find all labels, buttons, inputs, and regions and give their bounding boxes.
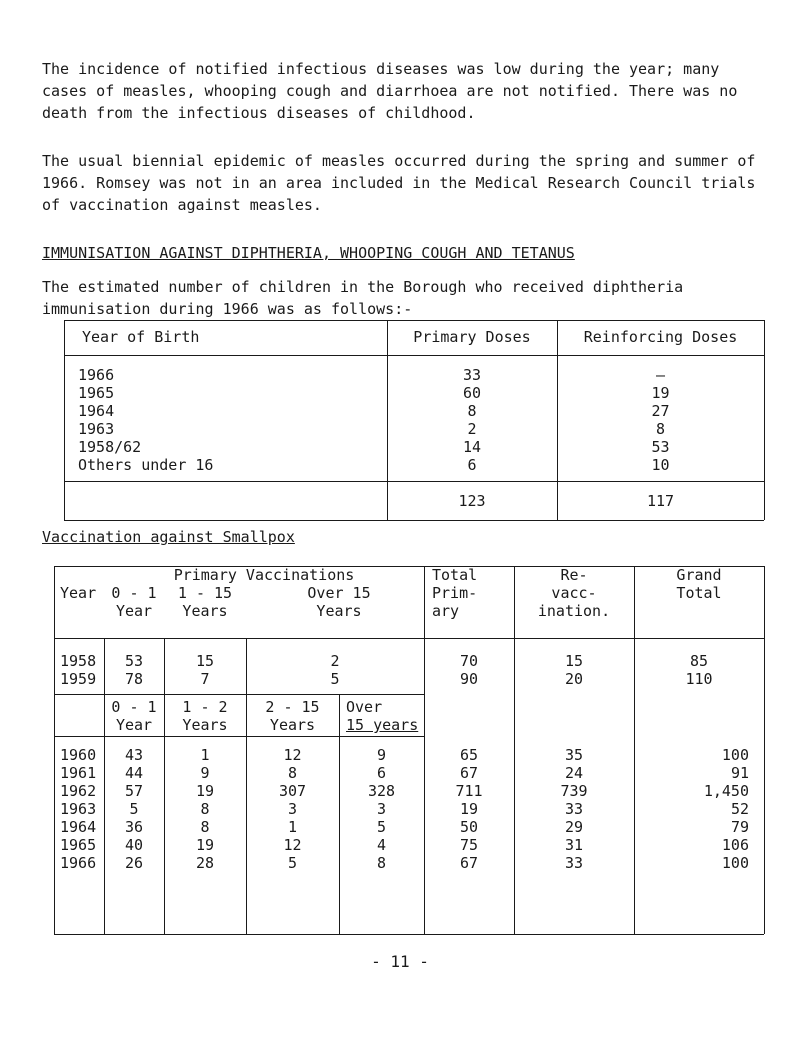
table-cell: 19 xyxy=(459,800,479,818)
table-cell: 19 xyxy=(195,836,215,854)
table-row: 1965 xyxy=(78,384,115,402)
header-1-15-unit: Years xyxy=(182,602,228,620)
table-cell: 5 xyxy=(376,818,387,836)
subheader-2-15: 2 - 15 xyxy=(265,698,320,716)
section-heading-immunisation: IMMUNISATION AGAINST DIPHTHERIA, WHOOPING COUGH AND TETANUS xyxy=(42,244,575,262)
intro-paragraph-1: The incidence of notified infectious diseases was low during the year; many cases of measles, whooping cough and diarrhoea are not notified. There was no death from the infectious diseases of childhood. xyxy=(42,60,747,122)
table-row: 1964 xyxy=(60,818,97,836)
table-row: 1966 xyxy=(78,366,115,384)
table-row: 1963 xyxy=(60,800,97,818)
table-cell: 9 xyxy=(376,746,387,764)
header-reinforcing-doses: Reinforcing Doses xyxy=(583,328,738,346)
header-0-1-unit: Year xyxy=(115,602,153,620)
table-cell: 5 xyxy=(287,854,298,872)
table-cell: 33 xyxy=(564,854,584,872)
table-cell: 1,450 xyxy=(703,782,749,800)
table-cell: 33 xyxy=(462,366,482,384)
header-grand-total-2: Total xyxy=(676,584,722,602)
table-cell: 29 xyxy=(564,818,584,836)
table-cell: 67 xyxy=(459,854,479,872)
table-cell: 3 xyxy=(376,800,387,818)
table-cell: 12 xyxy=(283,746,302,764)
table-cell: 26 xyxy=(124,854,144,872)
table-cell: 100 xyxy=(721,746,749,764)
header-0-1: 0 - 1 xyxy=(111,584,157,602)
table-cell: 1 xyxy=(200,746,210,764)
table-cell: 10 xyxy=(651,456,670,474)
header-1-15: 1 - 15 xyxy=(177,584,233,602)
table-cell: 40 xyxy=(124,836,144,854)
table-row: 1958/62 xyxy=(78,438,142,456)
table-row: 1964 xyxy=(78,402,115,420)
subheader-1-2: 1 - 2 xyxy=(182,698,228,716)
table-cell: 100 xyxy=(721,854,749,872)
table-cell: 31 xyxy=(564,836,584,854)
subheader-0-1-unit: Year xyxy=(115,716,153,734)
table-cell: 2 xyxy=(467,420,477,438)
table-cell: 67 xyxy=(459,764,479,782)
table-cell: 35 xyxy=(564,746,584,764)
table-cell: 75 xyxy=(459,836,479,854)
table-cell: 307 xyxy=(278,782,307,800)
table-cell: 90 xyxy=(459,670,479,688)
table-cell: 19 xyxy=(195,782,215,800)
header-revacc: Re- xyxy=(560,566,588,584)
total-reinforcing-doses: 117 xyxy=(646,492,675,510)
table-cell: 8 xyxy=(467,402,477,420)
table-cell: 53 xyxy=(124,652,144,670)
table-cell: 65 xyxy=(459,746,479,764)
table-row: Others under 16 xyxy=(78,456,214,474)
header-year: Year xyxy=(60,584,97,602)
table-cell: 5 xyxy=(330,670,340,688)
table-cell: 85 xyxy=(689,652,709,670)
table-row: 1963 xyxy=(78,420,115,438)
table-cell: 28 xyxy=(195,854,215,872)
table-cell: 12 xyxy=(283,836,302,854)
total-primary-doses: 123 xyxy=(458,492,486,510)
table-cell: 3 xyxy=(287,800,298,818)
header-grand-total: Grand xyxy=(676,566,722,584)
subheader-over: Over xyxy=(346,698,383,716)
table-cell: — xyxy=(655,366,666,384)
table-cell: 20 xyxy=(564,670,584,688)
table-cell: 8 xyxy=(200,818,210,836)
table-row: 1966 xyxy=(60,854,97,872)
table-cell: 8 xyxy=(376,854,387,872)
table-cell: 9 xyxy=(200,764,210,782)
table-cell: 6 xyxy=(376,764,387,782)
header-primary-doses: Primary Doses xyxy=(413,328,531,346)
header-over-15-unit: Years xyxy=(316,602,362,620)
table-cell: 27 xyxy=(651,402,670,420)
table-cell: 1 xyxy=(287,818,298,836)
table-cell: 6 xyxy=(467,456,477,474)
table-cell: 36 xyxy=(124,818,144,836)
table-row: 1959 xyxy=(60,670,97,688)
table-cell: 79 xyxy=(730,818,749,836)
table-cell: 7 xyxy=(200,670,210,688)
table-cell: 60 xyxy=(462,384,482,402)
subheader-1-2-unit: Years xyxy=(182,716,228,734)
table-cell: 53 xyxy=(651,438,670,456)
table-cell: 78 xyxy=(124,670,144,688)
table-cell: 328 xyxy=(367,782,396,800)
table-row: 1960 xyxy=(60,746,97,764)
header-revacc-3: ination. xyxy=(537,602,611,620)
table-cell: 91 xyxy=(730,764,749,782)
table-cell: 711 xyxy=(455,782,483,800)
table-cell: 106 xyxy=(721,836,749,854)
table-cell: 70 xyxy=(459,652,479,670)
diphtheria-table xyxy=(64,320,764,510)
table-row: 1958 xyxy=(60,652,97,670)
table-cell: 15 xyxy=(195,652,215,670)
table-cell: 739 xyxy=(560,782,588,800)
table-cell: 50 xyxy=(459,818,479,836)
table-cell: 33 xyxy=(564,800,584,818)
table-cell: 19 xyxy=(651,384,670,402)
smallpox-heading: Vaccination against Smallpox xyxy=(42,528,295,546)
header-over-15: Over 15 xyxy=(307,584,371,602)
header-total: Total xyxy=(432,566,478,584)
header-primary-vaccinations: Primary Vaccinations xyxy=(173,566,355,584)
table-cell: 8 xyxy=(200,800,210,818)
header-year-of-birth: Year of Birth xyxy=(82,328,200,346)
table-cell: 43 xyxy=(124,746,144,764)
table-cell: 57 xyxy=(124,782,144,800)
table-cell: 14 xyxy=(462,438,482,456)
table-cell: 5 xyxy=(129,800,139,818)
table-cell: 2 xyxy=(330,652,340,670)
intro-paragraph-2: The usual biennial epidemic of measles occurred during the spring and summer of 1966. Romsey was not in an area included in the Medical Research Council trials of vaccination against measles. xyxy=(42,152,765,214)
header-total-prim: Prim- xyxy=(432,584,478,602)
subheader-over-15-years: 15 years xyxy=(346,716,419,734)
header-revacc-2: vacc- xyxy=(551,584,597,602)
table-row: 1965 xyxy=(60,836,97,854)
table-row: 1962 xyxy=(60,782,97,800)
intro-paragraph-3: The estimated number of children in the Borough who received diphtheria immunisation during 1966 was as follows:- xyxy=(42,278,693,318)
smallpox-table xyxy=(54,566,764,936)
table-cell: 52 xyxy=(730,800,749,818)
table-cell: 4 xyxy=(376,836,387,854)
table-row: 1961 xyxy=(60,764,97,782)
table-cell: 8 xyxy=(287,764,298,782)
page-number: - 11 - xyxy=(371,952,429,971)
table-cell: 44 xyxy=(124,764,144,782)
subheader-0-1: 0 - 1 xyxy=(111,698,157,716)
table-cell: 8 xyxy=(655,420,666,438)
table-cell: 110 xyxy=(685,670,713,688)
subheader-2-15-unit: Years xyxy=(269,716,316,734)
table-cell: 24 xyxy=(564,764,584,782)
table-cell: 15 xyxy=(564,652,584,670)
header-total-ary: ary xyxy=(432,602,460,620)
